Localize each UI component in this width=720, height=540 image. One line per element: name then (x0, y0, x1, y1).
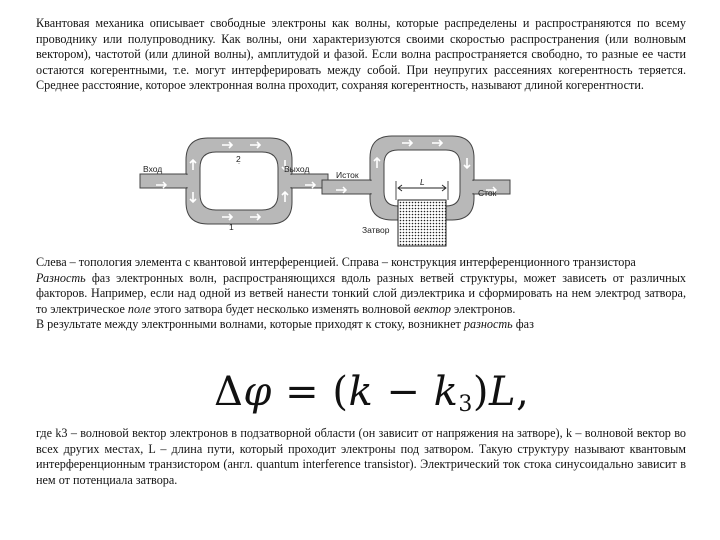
formula-delta: Δ (214, 369, 244, 415)
formula-k3: k (433, 369, 459, 415)
drain-label: Сток (478, 188, 497, 198)
explanation-paragraph: где k3 – волновой вектор электронов в подзатворной области (он зависит от напряжения на затворе), k – волновой вектор во всех других местах, L – длина пути, который проходит электроны под затвором. Такую структуру называют квантовым интерференционным транзистором (англ. quantum interference transistor). Электрический ток стока синусоидально зависит в нем от потенциала затвора. (36, 426, 686, 487)
source-label: Исток (336, 170, 359, 180)
intro-paragraph: Квантовая механика описывает свободные электроны как волны, которые распределены и распространяются по всему проводнику или полупроводнику. Как волны, они характеризуются своими скоростью распространения (или волновым вектором), частотой (или длиной волны), амплитудой и фазой. Если волна распространяется свободно, то разные ее части остаются когерентными, т.е. могут интерферировать между собой. При неупругих рассеяниях когерентность теряется. Среднее расстояние, которое электронная волна проходит, сохраняя когерентность, называют длиной когерентности. (36, 16, 686, 93)
caption-line2-end: электронов. (451, 301, 516, 316)
caption-emphasis-difference-2: разность (463, 317, 513, 332)
caption-line1: Слева – топология элемента с квантовой интерференцией. Справа – конструкция интерференционного транзистора (36, 255, 636, 269)
caption-line2: фаз электронных волн, распространяющихся вдоль разных ветвей структуры, может зависеть от различных факторов. Например, если над одной из ветвей нанести тонкий слой диэлектрика и сформировать на нем электрод затвора, то электрическое (36, 270, 686, 316)
length-label: L (420, 177, 425, 187)
left-ring-diagram (140, 138, 328, 232)
left-branch-top-label: 2 (236, 154, 241, 164)
formula-k: k (348, 369, 374, 415)
caption-emphasis-difference: Разность (36, 270, 86, 285)
right-transistor-diagram (322, 136, 510, 246)
formula-equals: = ( (271, 369, 349, 415)
formula-comma: , (516, 369, 530, 415)
left-branch-bottom-label: 1 (229, 222, 234, 232)
left-output-label: Выход (284, 164, 310, 174)
left-input-lead (140, 174, 187, 188)
gate-electrode (398, 200, 446, 246)
phase-difference-formula (214, 368, 529, 429)
formula-phi: φ (243, 369, 272, 415)
left-input-label: Вход (143, 164, 163, 174)
caption-paragraph (36, 255, 686, 333)
caption-emphasis-vector: вектор (413, 301, 451, 316)
caption-emphasis-field: поле (127, 301, 151, 316)
formula-minus: − (373, 369, 434, 415)
caption-line3-end: фаз (512, 317, 534, 332)
formula-k3-subscript: 3 (458, 392, 473, 417)
right-source-lead (322, 180, 371, 194)
formula-close-paren: ) (472, 369, 490, 415)
caption-line2-cont: этого затвора будет несколько изменять волновой (150, 301, 414, 316)
caption-line3: В результате между электронными волнами, которые приходят к стоку, возникнет (36, 317, 464, 332)
gate-label: Затвор (362, 225, 390, 235)
formula-L: L (489, 369, 517, 415)
